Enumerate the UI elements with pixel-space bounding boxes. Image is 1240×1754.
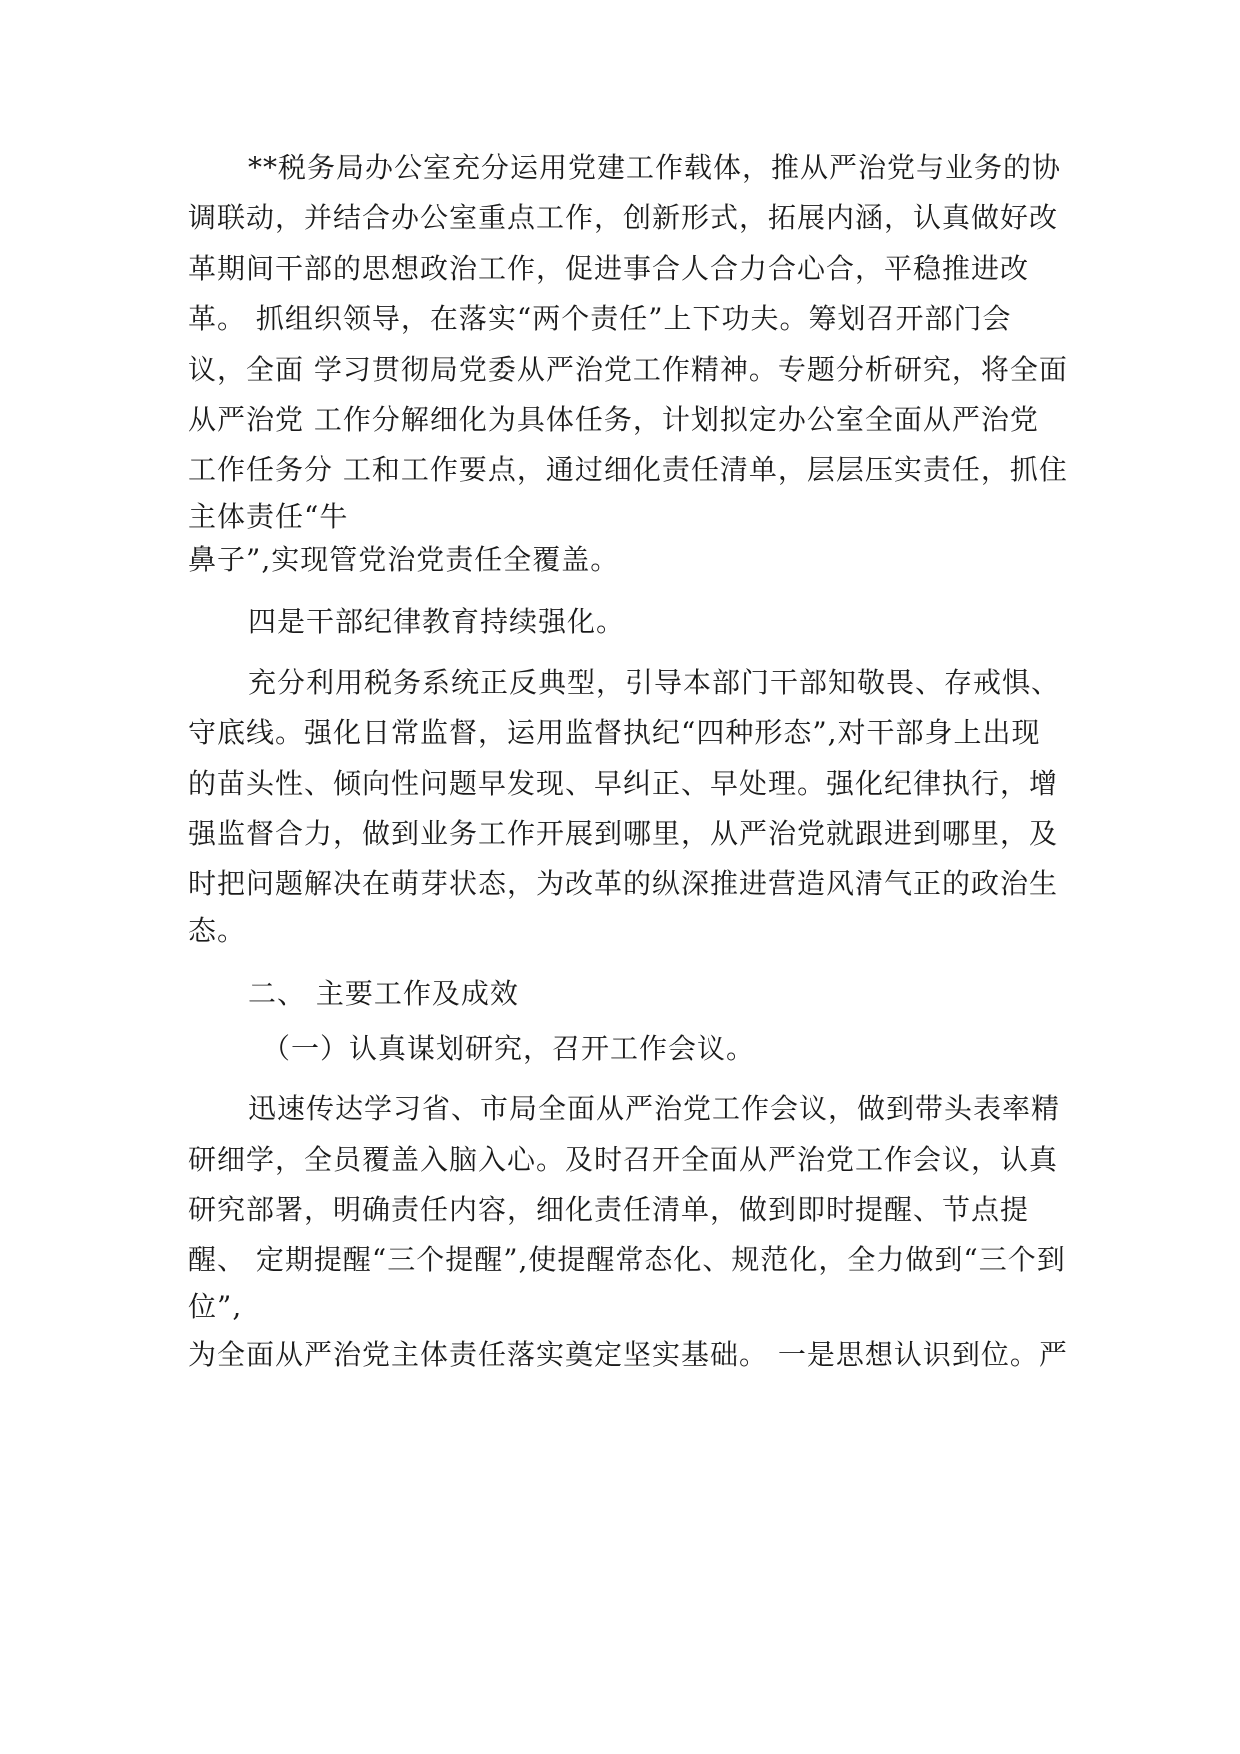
paragraph-line: 的苗头性、倾向性问题早发现、早纠正、早处理。强化纪律执行，增 [188, 767, 1059, 800]
section-heading: 四是干部纪律教育持续强化。 [248, 605, 626, 638]
paragraph-line: 时把问题解决在萌芽状态，为改革的纵深推进营造风清气正的政治生 [188, 867, 1059, 900]
paragraph-line: 醒、 定期提醒“三个提醒”,使提醒常态化、规范化，全力做到“三个到 [188, 1243, 1066, 1276]
subsection-heading: （一）认真谋划研究，召开工作会议。 [262, 1032, 756, 1065]
paragraph-line: 研究部署，明确责任内容，细化责任清单，做到即时提醒、节点提 [188, 1193, 1030, 1226]
paragraph-line: 研细学，全员覆盖入脑入心。及时召开全面从严治党工作会议，认真 [188, 1143, 1059, 1176]
paragraph-line: 守底线。强化日常监督，运用监督执纪“四种形态”,对干部身上出现 [188, 716, 1041, 749]
paragraph-line: 为全面从严治党主体责任落实奠定坚实基础。 一是思想认识到位。严 [188, 1338, 1068, 1371]
paragraph-line: 强监督合力，做到业务工作开展到哪里，从严治党就跟进到哪里，及 [188, 817, 1059, 850]
paragraph-line: 从严治党 工作分解细化为具体任务，计划拟定办公室全面从严治党 [188, 403, 1039, 436]
paragraph-line: 鼻子”,实现管党治党责任全覆盖。 [188, 543, 620, 576]
paragraph-line: 革期间干部的思想政治工作，促进事合人合力合心合，平稳推进改 [188, 252, 1030, 285]
paragraph-line: **税务局办公室充分运用党建工作载体，推从严治党与业务的协 [248, 151, 1062, 184]
section-heading: 二、 主要工作及成效 [248, 977, 519, 1010]
paragraph-line: 迅速传达学习省、市局全面从严治党工作会议，做到带头表率精 [248, 1092, 1061, 1125]
paragraph-line: 议，全面 学习贯彻局党委从严治党工作精神。专题分析研究，将全面 [188, 353, 1068, 386]
paragraph-line: 革。 抓组织领导，在落实“两个责任”上下功夫。筹划召开部门会 [188, 302, 1012, 335]
paragraph-line: 位”, [188, 1290, 243, 1323]
paragraph-line: 态。 [188, 914, 247, 947]
paragraph-line: 充分利用税务系统正反典型，引导本部门干部知敬畏、存戒惧、 [248, 666, 1061, 699]
paragraph-line: 主体责任“牛 [188, 500, 349, 533]
paragraph-line: 调联动，并结合办公室重点工作，创新形式，拓展内涵，认真做好改 [188, 201, 1059, 234]
paragraph-line: 工作任务分 工和工作要点，通过细化责任清单，层层压实责任，抓住 [188, 453, 1068, 486]
